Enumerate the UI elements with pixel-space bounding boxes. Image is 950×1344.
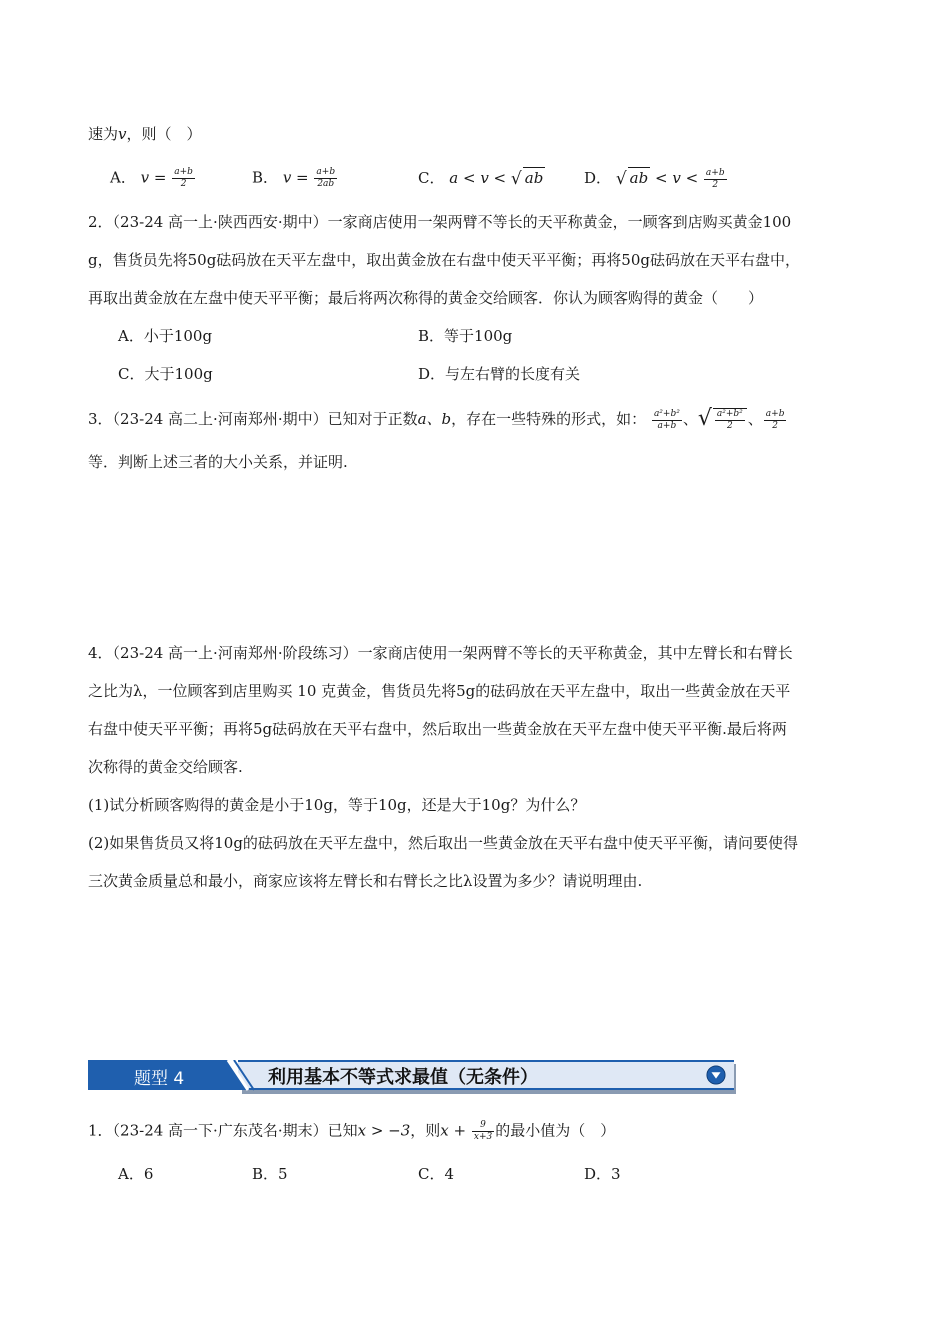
q5-expression: x +	[440, 1121, 467, 1140]
option-c-formula: a < v <	[449, 169, 511, 187]
q3-line-2: 等．判断上述三者的大小关系，并证明.	[88, 453, 348, 471]
option-b-label: B．	[252, 168, 279, 187]
option-a-formula: v =	[140, 168, 167, 187]
option-d[interactable]: D． √ ab < v < $\frac{a+b}{2}$	[584, 167, 725, 190]
option-d-label: D．	[584, 169, 612, 187]
sqrt-icon: √	[510, 169, 522, 189]
q3-tail: ，存在一些特殊的形式，如：	[451, 410, 647, 428]
option-b[interactable]	[252, 167, 338, 190]
fraction: $\frac{9}{x+3}$	[473, 1120, 493, 1142]
q4-line-2: 之比为λ，一位顾客到店里购买 10 克黄金，售货员先将5g的砝码放在天平左盘中，取出一些黄金放在天平	[88, 682, 791, 700]
section-banner	[88, 1060, 734, 1090]
q5-mid: ，则	[410, 1121, 441, 1140]
option-b-formula: v =	[282, 168, 309, 187]
q3-head: 3．（23-24 高二上·河南郑州·期中）已知对于正数	[88, 410, 418, 428]
fraction: $\frac{a+b}{2}$	[705, 167, 725, 190]
section-title: 利用基本不等式求最值（无条件）	[268, 1067, 538, 1088]
q4-line-4: 次称得的黄金交给顾客.	[88, 758, 243, 776]
q2-option-a[interactable]: A．小于100g	[118, 327, 213, 345]
q2-option-d[interactable]: D．与左右臂的长度有关	[418, 365, 581, 383]
question-continuation	[88, 124, 202, 144]
q5-option-b[interactable]: B．5	[252, 1165, 288, 1183]
chevron-down-circle-icon[interactable]	[706, 1065, 726, 1085]
q3-vars: a、b	[417, 410, 452, 428]
var-v: v	[118, 125, 127, 143]
option-c-label: C．	[418, 169, 445, 187]
continuation-tail: ，则（ ）	[126, 125, 202, 143]
q4-line-1: 4．（23-24 高一上·河南郑州·阶段练习）一家商店使用一架两臂不等长的天平称黄金，其中左臂长和右臂长	[88, 644, 793, 662]
q4-sub-2-line-2: 三次黄金质量总和最小，商家应该将左臂长和右臂长之比λ设置为多少？请说明理由.	[88, 872, 643, 890]
q2-line-1: 2．（23-24 高一上·陕西西安·期中）一家商店使用一架两臂不等长的天平称黄金，一顾客到店购买黄金100	[88, 213, 792, 231]
q4-sub-1: (1)试分析顾客购得的黄金是小于10g，等于10g，还是大于10g？为什么？	[88, 796, 586, 814]
q2-option-c[interactable]: C．大于100g	[118, 365, 213, 383]
q5-stem	[88, 1120, 615, 1143]
q2-line-3: 再取出黄金放在左盘中使天平平衡；最后将两次称得的黄金交给顾客．你认为顾客购得的黄金（ ）	[88, 289, 764, 307]
fraction: $\frac{\text{a²+b²}}{2}$	[713, 408, 747, 432]
section-tag: 题型 4	[134, 1069, 185, 1089]
q2-option-b[interactable]: B．等于100g	[418, 327, 513, 345]
q4-line-3: 右盘中使天平平衡；再将5g砝码放在天平右盘中，然后取出一些黄金放在天平左盘中使天平平衡.最后将两	[88, 720, 787, 738]
option-a-label: A．	[110, 168, 136, 187]
q3-line-1: 3．（23-24 高二上·河南郑州·期中）已知对于正数a、b，存在一些特殊的形式，如： $\frac{\text{a²+b²}}{a+b}$ 、√ $\frac{\text{a²+b²}}{2}$ 、 $\frac{a+b}{2}$	[88, 406, 785, 431]
sqrt-icon: √	[697, 406, 712, 431]
q5-head: 1．（23-24 高一下·广东茂名·期末）已知	[88, 1121, 358, 1140]
fraction: $\frac{a+b}{2}$	[174, 167, 193, 189]
q5-condition: x > −3	[357, 1121, 411, 1140]
fraction: $\frac{a+b}{2ab}$	[316, 167, 336, 189]
fraction: $\frac{a+b}{2}$	[765, 408, 785, 431]
option-d-formula: < v <	[654, 169, 699, 187]
continuation-text: 速为	[88, 125, 119, 143]
q2-line-2: g，售货员先将50g砝码放在天平左盘中，取出黄金放在右盘中使天平平衡；再将50g砝码放在天平右盘中，	[88, 251, 800, 269]
option-a[interactable]	[110, 167, 196, 190]
q4-sub-2-line-1: (2)如果售货员又将10g的砝码放在天平左盘中，然后取出一些黄金放在天平右盘中使天平平衡，请问要使得	[88, 834, 798, 852]
q5-option-c[interactable]: C．4	[418, 1165, 455, 1183]
sqrt-icon: √	[615, 169, 627, 189]
q5-tail: 的最小值为（ ）	[495, 1121, 616, 1140]
fraction: $\frac{\text{a²+b²}}{a+b}$	[653, 408, 680, 431]
q5-option-d[interactable]: D．3	[584, 1165, 621, 1183]
q5-option-a[interactable]: A．6	[118, 1165, 154, 1183]
option-c[interactable]: C． a < v < √ ab	[418, 169, 544, 189]
